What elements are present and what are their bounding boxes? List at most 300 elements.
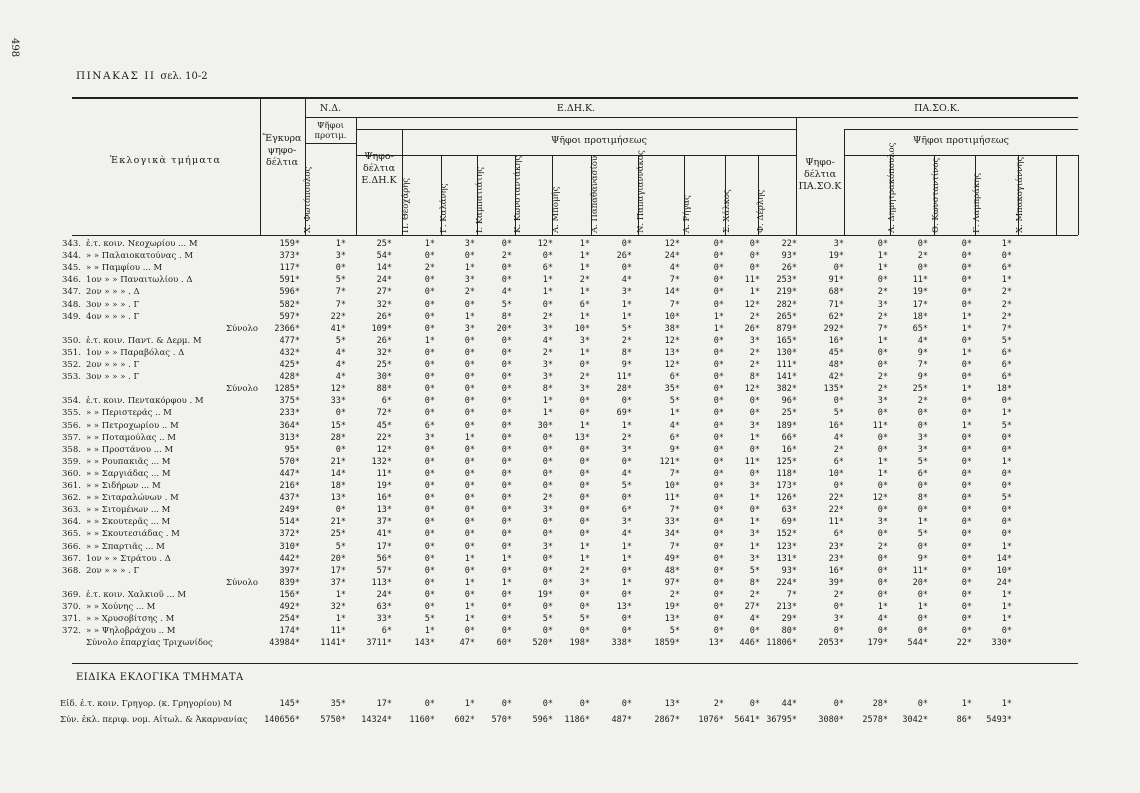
table-cell: 23* bbox=[828, 541, 844, 552]
table-cell: 24* bbox=[376, 589, 392, 600]
table-cell: 0* bbox=[542, 577, 553, 588]
table-row bbox=[0, 275, 1140, 284]
table-cell: 0* bbox=[579, 456, 590, 467]
table-cell: 41* bbox=[330, 323, 346, 334]
candidate-header: Α. Μπομής bbox=[551, 186, 561, 233]
table-cell: 1* bbox=[621, 420, 632, 431]
table-cell: 3* bbox=[542, 372, 553, 383]
table-cell: 0* bbox=[501, 481, 512, 491]
table-cell: 6* bbox=[621, 505, 632, 516]
row-number: 371. bbox=[62, 614, 81, 625]
row-label: » » Ποταμούλας .. Μ bbox=[86, 432, 176, 443]
table-cell: 25* bbox=[376, 239, 392, 249]
row-label: » » Σπαρτιᾶς ... Μ bbox=[86, 541, 165, 552]
table-cell: 3* bbox=[749, 335, 760, 346]
table-cell: 3* bbox=[917, 444, 928, 455]
table-cell: 3* bbox=[749, 420, 760, 431]
table-cell: 2* bbox=[749, 589, 760, 600]
table-cell: 0* bbox=[877, 565, 888, 576]
table-cell: 0* bbox=[917, 505, 928, 516]
table-cell: 0* bbox=[464, 481, 475, 491]
table-cell: 5* bbox=[542, 614, 553, 625]
table-cell: 0* bbox=[713, 372, 724, 383]
table-cell: 213* bbox=[776, 602, 797, 612]
table-cell: 1* bbox=[1001, 275, 1012, 286]
table-cell: 0* bbox=[621, 456, 632, 467]
candidate-header: Ι. Καμπατιάτης bbox=[475, 166, 485, 233]
row-label: 4ον » » » . Γ bbox=[86, 311, 140, 322]
table-cell: 11* bbox=[828, 517, 844, 528]
table-cell: 0* bbox=[961, 251, 972, 262]
table-cell: 1* bbox=[335, 589, 346, 600]
candidate-header: Χ. Φωτόπουλος bbox=[303, 166, 313, 233]
table-cell: 0* bbox=[464, 384, 475, 395]
table-cell: 3* bbox=[464, 323, 475, 334]
table-cell: 9* bbox=[917, 372, 928, 383]
party-rule bbox=[305, 117, 1078, 118]
table-row bbox=[0, 360, 1140, 369]
table-cell: 0* bbox=[961, 287, 972, 298]
table-cell: 49* bbox=[664, 553, 680, 564]
table-subtitle: σελ. 10-2 bbox=[160, 71, 208, 82]
table-cell: 0* bbox=[501, 468, 512, 479]
table-row bbox=[0, 505, 1140, 514]
table-cell: 63* bbox=[781, 505, 797, 516]
table-cell: 1* bbox=[877, 456, 888, 467]
table-cell: 9* bbox=[917, 553, 928, 564]
table-cell: 16* bbox=[828, 565, 844, 576]
table-cell: 173* bbox=[776, 481, 797, 491]
table-cell: 0* bbox=[579, 493, 590, 504]
table-cell: 4* bbox=[501, 287, 512, 298]
table-cell: 0* bbox=[749, 505, 760, 516]
table-cell: 0* bbox=[961, 275, 972, 286]
table-cell: 1* bbox=[877, 251, 888, 262]
table-cell: 0* bbox=[579, 517, 590, 528]
table-cell: 2* bbox=[542, 347, 553, 358]
table-cell: 0* bbox=[1001, 432, 1012, 443]
table-cell: 5* bbox=[1001, 420, 1012, 431]
table-cell: 0* bbox=[501, 493, 512, 504]
table-cell: 35* bbox=[664, 384, 680, 395]
nd-sub-rule bbox=[305, 143, 356, 144]
table-row bbox=[0, 566, 1140, 575]
table-cell: 0* bbox=[464, 505, 475, 516]
table-cell: 0* bbox=[579, 481, 590, 491]
table-cell: 0* bbox=[961, 493, 972, 504]
table-cell: 25* bbox=[330, 529, 346, 540]
table-cell: 65* bbox=[912, 323, 928, 334]
table-cell: 0* bbox=[961, 408, 972, 419]
table-cell: 0* bbox=[961, 432, 972, 443]
table-cell: 0* bbox=[579, 589, 590, 600]
table-cell: 0* bbox=[424, 577, 435, 588]
table-cell: 88* bbox=[376, 384, 392, 395]
row-label: Σύνολο bbox=[226, 323, 258, 334]
table-cell: 0* bbox=[877, 577, 888, 588]
table-cell: 47* bbox=[459, 638, 475, 649]
table-cell: 62* bbox=[828, 311, 844, 322]
table-cell: 0* bbox=[833, 699, 844, 709]
column-rule bbox=[356, 117, 357, 235]
row-number: 369. bbox=[62, 589, 81, 600]
table-cell: 10* bbox=[828, 468, 844, 479]
table-cell: 0* bbox=[961, 456, 972, 467]
table-cell: 0* bbox=[621, 239, 632, 249]
page-number: 498 bbox=[9, 38, 20, 58]
table-cell: 3042* bbox=[902, 715, 928, 725]
table-cell: 22* bbox=[376, 432, 392, 443]
column-rule bbox=[1056, 155, 1057, 235]
table-cell: 5* bbox=[917, 456, 928, 467]
table-cell: 10* bbox=[574, 323, 590, 334]
table-cell: 5* bbox=[424, 614, 435, 625]
row-label: ἑ.τ. κοιν. Πεντακόρφου . Μ bbox=[86, 396, 204, 407]
table-cell: 19* bbox=[828, 251, 844, 262]
table-cell: 1* bbox=[579, 311, 590, 322]
table-cell: 19* bbox=[912, 287, 928, 298]
table-cell: 0* bbox=[713, 396, 724, 407]
table-cell: 3080* bbox=[818, 715, 844, 725]
candidate-header: Α. Παπαθανασίου bbox=[590, 155, 600, 233]
table-cell: 27* bbox=[376, 287, 392, 298]
table-cell: 0* bbox=[424, 275, 435, 286]
table-cell: 5* bbox=[669, 626, 680, 637]
table-cell: 570* bbox=[279, 456, 300, 467]
table-cell: 0* bbox=[501, 420, 512, 431]
table-cell: 0* bbox=[961, 517, 972, 528]
row-label: Εἰδ. ἐ.τ. κοιν. Γρηγορ. (κ. Γρηγορίου) Μ bbox=[60, 699, 232, 709]
table-cell: 0* bbox=[579, 699, 590, 709]
edik-sub-rule bbox=[356, 129, 796, 130]
table-cell: 2* bbox=[669, 589, 680, 600]
candidate-header: Θ. Κωνσταντίνος bbox=[931, 157, 941, 233]
table-cell: 1* bbox=[621, 311, 632, 322]
table-cell: 18* bbox=[330, 481, 346, 491]
table-cell: 0* bbox=[917, 408, 928, 419]
table-cell: 0* bbox=[424, 444, 435, 455]
table-cell: 0* bbox=[961, 468, 972, 479]
table-cell: 35* bbox=[330, 699, 346, 709]
table-cell: 0* bbox=[501, 396, 512, 407]
table-cell: 7* bbox=[335, 287, 346, 298]
table-cell: 118* bbox=[776, 468, 797, 479]
candidate-header: Γ. Λαμπράκης bbox=[972, 172, 982, 233]
table-row bbox=[0, 239, 1140, 248]
row-number: 370. bbox=[62, 602, 81, 612]
table-cell: 17* bbox=[376, 541, 392, 552]
table-cell: 2* bbox=[1001, 311, 1012, 322]
table-cell: 487* bbox=[611, 715, 632, 725]
table-cell: 0* bbox=[621, 614, 632, 625]
table-cell: 0* bbox=[877, 529, 888, 540]
table-cell: 71* bbox=[828, 299, 844, 310]
table-cell: 2* bbox=[542, 493, 553, 504]
table-cell: 0* bbox=[877, 239, 888, 249]
table-row bbox=[0, 445, 1140, 454]
table-cell: 2* bbox=[749, 311, 760, 322]
table-cell: 63* bbox=[376, 602, 392, 612]
table-row bbox=[0, 336, 1140, 345]
table-cell: 140656* bbox=[264, 715, 300, 725]
table-cell: 233* bbox=[279, 408, 300, 419]
table-cell: 6* bbox=[381, 396, 392, 407]
table-cell: 18* bbox=[912, 311, 928, 322]
table-cell: 0* bbox=[501, 699, 512, 709]
table-cell: 1* bbox=[621, 541, 632, 552]
table-row bbox=[0, 493, 1140, 502]
table-cell: 10* bbox=[996, 565, 1012, 576]
table-cell: 4* bbox=[335, 372, 346, 383]
table-cell: 86* bbox=[956, 715, 972, 725]
table-cell: 372* bbox=[279, 529, 300, 540]
table-cell: 0* bbox=[424, 505, 435, 516]
table-cell: 0* bbox=[501, 275, 512, 286]
table-cell: 24* bbox=[376, 275, 392, 286]
table-cell: 0* bbox=[749, 396, 760, 407]
table-cell: 0* bbox=[501, 626, 512, 637]
table-row bbox=[0, 457, 1140, 466]
table-cell: 6* bbox=[917, 468, 928, 479]
table-cell: 0* bbox=[579, 360, 590, 370]
table-cell: 1* bbox=[1001, 699, 1012, 709]
table-cell: 1* bbox=[877, 263, 888, 274]
table-cell: 11* bbox=[872, 420, 888, 431]
table-cell: 0* bbox=[464, 420, 475, 431]
table-cell: 12* bbox=[664, 360, 680, 370]
table-cell: 56* bbox=[376, 553, 392, 564]
table-cell: 0* bbox=[961, 335, 972, 346]
table-cell: 2* bbox=[917, 396, 928, 407]
table-cell: 0* bbox=[501, 239, 512, 249]
table-cell: 4* bbox=[917, 335, 928, 346]
table-cell: 0* bbox=[961, 360, 972, 370]
table-cell: 0* bbox=[713, 287, 724, 298]
table-row bbox=[0, 372, 1140, 381]
table-cell: 3* bbox=[464, 239, 475, 249]
table-cell: 1* bbox=[424, 626, 435, 637]
table-cell: 1* bbox=[749, 287, 760, 298]
table-cell: 0* bbox=[961, 396, 972, 407]
table-cell: 1* bbox=[579, 287, 590, 298]
table-cell: 292* bbox=[823, 323, 844, 334]
table-cell: 16* bbox=[376, 493, 392, 504]
table-cell: 0* bbox=[1001, 468, 1012, 479]
table-cell: 596* bbox=[279, 287, 300, 298]
table-cell: 0* bbox=[749, 408, 760, 419]
table-cell: 3* bbox=[833, 239, 844, 249]
table-cell: 0* bbox=[621, 263, 632, 274]
row-number: 361. bbox=[62, 481, 81, 491]
table-cell: 26* bbox=[616, 251, 632, 262]
row-number: 364. bbox=[62, 517, 81, 528]
table-row bbox=[0, 699, 1140, 708]
row-label: 2ον » » » . Γ bbox=[86, 565, 140, 576]
table-row bbox=[0, 251, 1140, 260]
row-number: 372. bbox=[62, 626, 81, 637]
table-cell: 0* bbox=[464, 360, 475, 370]
table-cell: 0* bbox=[917, 481, 928, 491]
table-cell: 0* bbox=[335, 408, 346, 419]
table-cell: 3* bbox=[424, 432, 435, 443]
table-cell: 0* bbox=[961, 577, 972, 588]
table-cell: 0* bbox=[917, 239, 928, 249]
table-cell: 17* bbox=[376, 699, 392, 709]
table-cell: 2* bbox=[464, 287, 475, 298]
table-cell: 0* bbox=[579, 396, 590, 407]
table-row bbox=[0, 469, 1140, 478]
table-cell: 373* bbox=[279, 251, 300, 262]
table-cell: 179* bbox=[867, 638, 888, 649]
table-cell: 0* bbox=[961, 541, 972, 552]
table-cell: 1076* bbox=[698, 715, 724, 725]
table-row bbox=[0, 626, 1140, 635]
table-cell: 123* bbox=[776, 541, 797, 552]
table-cell: 32* bbox=[376, 347, 392, 358]
table-cell: 7* bbox=[335, 299, 346, 310]
row-label: ἑ.τ. κοιν. Χαλκιοῦ ... Μ bbox=[86, 589, 187, 600]
table-cell: 1* bbox=[961, 311, 972, 322]
table-cell: 24* bbox=[996, 577, 1012, 588]
table-cell: 596* bbox=[532, 715, 553, 725]
table-cell: 0* bbox=[424, 553, 435, 564]
table-cell: 0* bbox=[464, 347, 475, 358]
table-cell: 0* bbox=[424, 287, 435, 298]
table-cell: 0* bbox=[621, 396, 632, 407]
table-cell: 3* bbox=[749, 553, 760, 564]
table-cell: 216* bbox=[279, 481, 300, 491]
table-cell: 37* bbox=[376, 517, 392, 528]
candidate-header: Α. Δημητρακόπουλος bbox=[887, 142, 897, 233]
table-cell: 0* bbox=[424, 347, 435, 358]
table-cell: 15* bbox=[330, 420, 346, 431]
table-cell: 1* bbox=[749, 517, 760, 528]
candidate-header: Σ. Χάλκος bbox=[722, 189, 732, 233]
row-number: 344. bbox=[62, 251, 81, 262]
table-cell: 0* bbox=[579, 468, 590, 479]
table-cell: 3711* bbox=[366, 638, 392, 649]
table-cell: 3* bbox=[621, 287, 632, 298]
table-cell: 1* bbox=[749, 541, 760, 552]
table-cell: 0* bbox=[424, 565, 435, 576]
table-cell: 0* bbox=[424, 468, 435, 479]
row-number: 347. bbox=[62, 287, 81, 298]
table-cell: 0* bbox=[424, 699, 435, 709]
table-cell: 5* bbox=[1001, 335, 1012, 346]
table-cell: 0* bbox=[501, 263, 512, 274]
table-cell: 282* bbox=[776, 299, 797, 310]
table-row bbox=[0, 263, 1140, 272]
table-cell: 152* bbox=[776, 529, 797, 540]
table-cell: 0* bbox=[713, 468, 724, 479]
table-cell: 19* bbox=[664, 602, 680, 612]
table-cell: 4* bbox=[542, 335, 553, 346]
table-cell: 27* bbox=[744, 602, 760, 612]
table-cell: 16* bbox=[781, 444, 797, 455]
table-cell: 1* bbox=[961, 384, 972, 395]
table-cell: 0* bbox=[713, 239, 724, 249]
table-cell: 135* bbox=[823, 384, 844, 395]
table-row bbox=[0, 481, 1140, 490]
table-cell: 7* bbox=[669, 541, 680, 552]
table-cell: 3* bbox=[621, 517, 632, 528]
table-cell: 39* bbox=[828, 577, 844, 588]
table-cell: 1186* bbox=[564, 715, 590, 725]
table-cell: 0* bbox=[579, 505, 590, 516]
table-cell: 25* bbox=[912, 384, 928, 395]
table-cell: 0* bbox=[713, 408, 724, 419]
table-cell: 28* bbox=[330, 432, 346, 443]
table-cell: 11* bbox=[744, 456, 760, 467]
table-cell: 3* bbox=[335, 251, 346, 262]
row-number: 354. bbox=[62, 396, 81, 407]
table-cell: 375* bbox=[279, 396, 300, 407]
table-cell: 91* bbox=[828, 275, 844, 286]
table-cell: 0* bbox=[424, 517, 435, 528]
table-cell: 8* bbox=[917, 493, 928, 504]
table-cell: 2867* bbox=[654, 715, 680, 725]
table-cell: 0* bbox=[542, 444, 553, 455]
table-cell: 5* bbox=[621, 323, 632, 334]
table-cell: 0* bbox=[877, 275, 888, 286]
table-cell: 0* bbox=[464, 299, 475, 310]
table-cell: 1* bbox=[749, 493, 760, 504]
header-district: Ἐκλογικὰ τμήματα bbox=[109, 155, 222, 166]
table-cell: 1* bbox=[877, 602, 888, 612]
table-row bbox=[0, 529, 1140, 538]
table-cell: 0* bbox=[833, 602, 844, 612]
table-cell: 0* bbox=[424, 541, 435, 552]
table-cell: 442* bbox=[279, 553, 300, 564]
table-cell: 224* bbox=[776, 577, 797, 588]
table-cell: 1* bbox=[961, 420, 972, 431]
table-cell: 879* bbox=[776, 323, 797, 334]
table-cell: 1* bbox=[877, 335, 888, 346]
table-cell: 48* bbox=[664, 565, 680, 576]
row-label: » » Ρουπακιᾶς ... Μ bbox=[86, 456, 171, 467]
table-cell: 96* bbox=[781, 396, 797, 407]
table-cell: 3* bbox=[579, 335, 590, 346]
table-cell: 6* bbox=[1001, 347, 1012, 358]
row-label: Σύνολο bbox=[226, 577, 258, 588]
table-row bbox=[0, 312, 1140, 321]
table-cell: 0* bbox=[424, 372, 435, 383]
table-cell: 0* bbox=[749, 444, 760, 455]
table-cell: 0* bbox=[424, 323, 435, 334]
table-cell: 0* bbox=[1001, 505, 1012, 516]
table-cell: 0* bbox=[579, 626, 590, 637]
table-cell: 0* bbox=[961, 444, 972, 455]
table-cell: 0* bbox=[542, 251, 553, 262]
table-cell: 1* bbox=[917, 517, 928, 528]
table-cell: 602* bbox=[454, 715, 475, 725]
table-cell: 0* bbox=[424, 456, 435, 467]
table-cell: 113* bbox=[371, 577, 392, 588]
table-cell: 45* bbox=[828, 347, 844, 358]
table-cell: 13* bbox=[664, 699, 680, 709]
table-cell: 1* bbox=[961, 347, 972, 358]
table-cell: 0* bbox=[424, 360, 435, 370]
table-cell: 11* bbox=[912, 565, 928, 576]
table-row bbox=[0, 614, 1140, 623]
table-cell: 0* bbox=[424, 251, 435, 262]
table-cell: 174* bbox=[279, 626, 300, 637]
column-rule bbox=[844, 129, 845, 235]
table-cell: 10* bbox=[664, 481, 680, 491]
table-cell: 69* bbox=[616, 408, 632, 419]
table-cell: 22* bbox=[828, 505, 844, 516]
table-cell: 6* bbox=[424, 420, 435, 431]
